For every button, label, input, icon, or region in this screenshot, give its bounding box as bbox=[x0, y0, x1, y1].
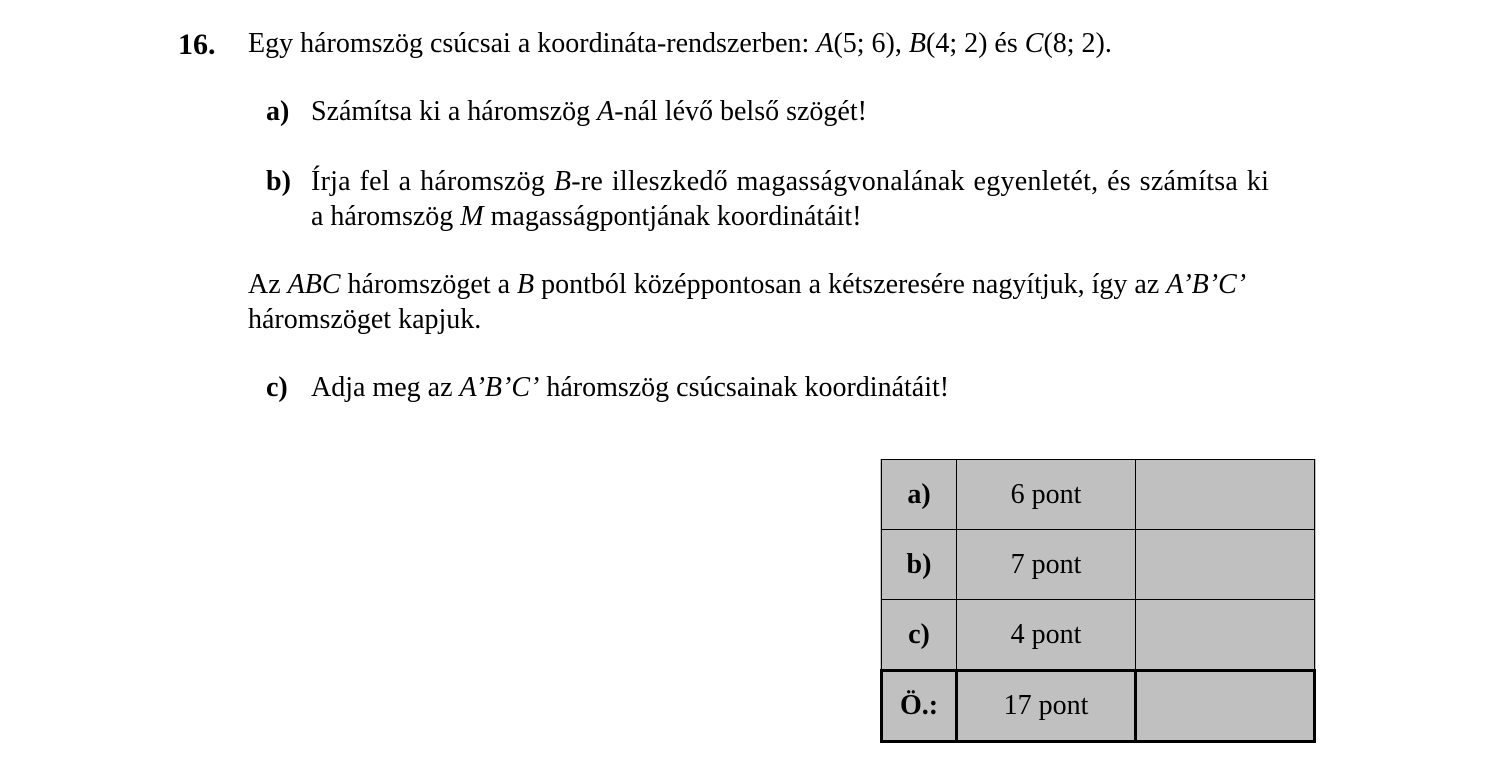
intro-text-4: (8; 2). bbox=[1043, 28, 1112, 59]
table-row bbox=[882, 460, 1315, 530]
vertex-b: B bbox=[908, 28, 926, 59]
part-b-text-1: Írja fel a háromszög B-re illeszkedő magasságvonalának egyenletét, és számítsa ki bbox=[311, 166, 1270, 197]
problem-number: 16. bbox=[178, 28, 216, 61]
part-a bbox=[266, 96, 867, 127]
problem-intro bbox=[248, 30, 1112, 58]
enlargement-line1: Az ABC háromszöget a B pontból középpontosan a kétszeresére nagyítjuk, így az A’B’C’ bbox=[248, 269, 1247, 300]
part-c-text: Adja meg az A’B’C’ háromszög csúcsainak koordinátáit! bbox=[311, 372, 950, 403]
vertex-c: C bbox=[1024, 28, 1044, 59]
earned-cell[interactable] bbox=[1136, 530, 1315, 600]
part-cell: c) bbox=[882, 600, 957, 671]
part-b-label: b) bbox=[266, 166, 291, 197]
part-a-text: Számítsa ki a háromszög A-nál lévő belső szögét! bbox=[311, 96, 867, 127]
vertex-a: A bbox=[816, 28, 834, 59]
total-points-cell: 17 pont bbox=[957, 671, 1136, 742]
intro-text-3: (4; 2) és bbox=[926, 28, 1025, 59]
total-earned-cell[interactable] bbox=[1136, 671, 1315, 742]
score-table bbox=[880, 459, 1316, 743]
total-label-cell: Ö.: bbox=[882, 671, 957, 742]
part-c bbox=[266, 372, 950, 403]
table-row bbox=[882, 530, 1315, 600]
part-c-label: c) bbox=[266, 372, 288, 403]
points-cell: 4 pont bbox=[957, 600, 1136, 671]
intro-text-2: (5; 6), bbox=[833, 28, 909, 59]
part-cell: a) bbox=[882, 460, 957, 530]
table-row bbox=[882, 600, 1315, 671]
points-cell: 6 pont bbox=[957, 460, 1136, 530]
points-cell: 7 pont bbox=[957, 530, 1136, 600]
part-a-label: a) bbox=[266, 96, 290, 127]
earned-cell[interactable] bbox=[1136, 460, 1315, 530]
part-b-line2: a háromszög M magasságpontjának koordinátáit! bbox=[311, 201, 862, 232]
part-b-line1 bbox=[266, 166, 1270, 197]
earned-cell[interactable] bbox=[1136, 600, 1315, 671]
enlargement-line2: háromszöget kapjuk. bbox=[248, 304, 482, 335]
part-cell: b) bbox=[882, 530, 957, 600]
total-row bbox=[882, 671, 1315, 742]
intro-text-1: Egy háromszög csúcsai a koordináta-rendszerben: bbox=[248, 28, 817, 59]
